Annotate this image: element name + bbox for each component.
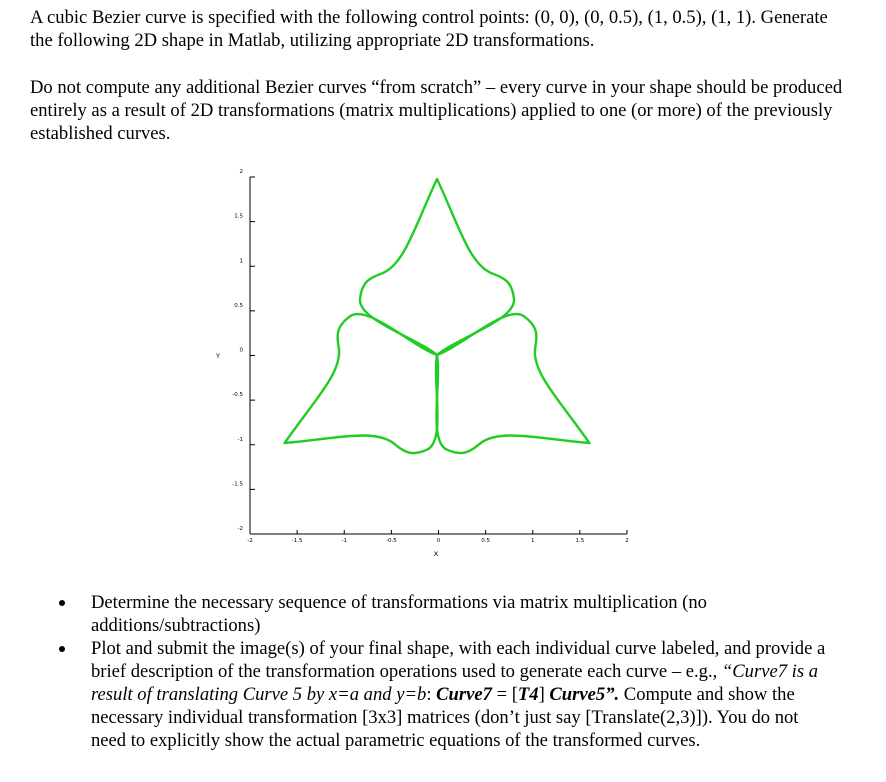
task-1-text: Determine the necessary sequence of transformations via matrix multiplication (no additions/subtractions) — [91, 592, 707, 636]
y-tick-label: 1.5 — [234, 213, 243, 220]
task-2-equals: = [ — [491, 684, 518, 705]
y-tick-label: -2 — [237, 526, 243, 532]
bullet-dot — [59, 600, 65, 606]
x-axis-title: X — [433, 550, 439, 558]
x-tick-label: -0.5 — [386, 538, 397, 544]
task-2-matrix-name: T4 — [517, 684, 539, 705]
bezier-shape-figure — [190, 162, 650, 564]
problem-constraint: Do not compute any additional Bezier curves “from scratch” – every curve in your shape should be produced entirely as a result of 2D transformations (matrix multiplications) applied to one (or more) of the previously established curves. — [30, 77, 843, 144]
y-tick-label: 0 — [239, 347, 243, 354]
y-axis-title: Y — [216, 352, 220, 360]
x-tick-label: 1.5 — [575, 538, 585, 544]
y-ticks — [232, 169, 255, 534]
right-lobe-curve — [398, 288, 627, 509]
y-tick-label: -1 — [237, 436, 243, 443]
y-tick-label: 1 — [239, 258, 243, 265]
bullet-dot — [59, 646, 65, 652]
left-lobe-curve — [246, 288, 475, 509]
y-tick-label: 0.5 — [234, 302, 243, 309]
task-list — [56, 591, 836, 752]
y-tick-label: 2 — [239, 169, 243, 175]
top-lobe-curve — [360, 179, 514, 355]
x-tick-label: 1 — [531, 538, 535, 544]
x-tick-label: 0.5 — [481, 538, 490, 544]
x-tick-label: 0 — [436, 538, 441, 544]
task-2-text-b: Compute and show the necessary individual transformation [3x3] matrices (don’t just say [Translate(2,3)]). You do not need to explicitly show the actual parametric equations of the transformed curves. — [91, 684, 799, 751]
shape-curves — [246, 179, 628, 510]
bezier-shape-plot — [190, 162, 650, 564]
y-tick-label: -1.5 — [232, 481, 243, 488]
task-2-colon: : — [426, 684, 437, 705]
y-tick-label: -0.5 — [232, 392, 243, 399]
x-tick-label: -2 — [247, 538, 253, 544]
task-2-example-italic: “Curve7 is a result of translating Curve 5 by x=a and y=b — [91, 661, 818, 705]
problem-intro: A cubic Bezier curve is specified with the following control points: (0, 0), (0, 0.5), (1, 0.5), (1, 1). Generate the following 2D shape in Matlab, utilizing appropriate 2D transformations. — [30, 7, 828, 51]
task-item-2 — [56, 637, 836, 752]
x-tick-label: 2 — [625, 538, 629, 544]
x-tick-label: -1.5 — [291, 538, 303, 544]
task-item-1 — [56, 591, 836, 637]
task-2-example-bold: Curve7 — [436, 684, 492, 705]
task-2-example-bold-end: Curve5”. — [549, 684, 620, 705]
task-2-text-a: Plot and submit the image(s) of your final shape, with each individual curve labeled, and provide a brief description of the transformation operations used to generate each curve – e.g., — [91, 638, 826, 682]
x-tick-label: -1 — [341, 538, 347, 544]
x-ticks — [247, 530, 628, 544]
task-2-close: ] — [538, 684, 550, 705]
